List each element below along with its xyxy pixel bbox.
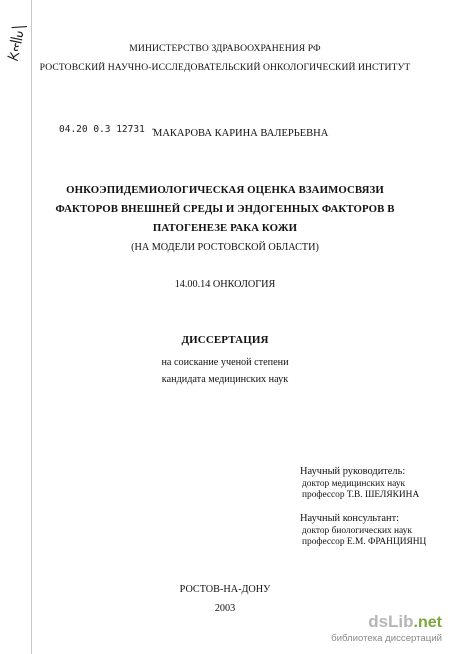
consultant-block: [300, 513, 426, 547]
watermark-brand-part2: .net: [413, 614, 442, 631]
watermark-tagline: библиотека диссертаций: [331, 633, 442, 644]
institute-line: РОСТОВСКИЙ НАУЧНО-ИССЛЕДОВАТЕЛЬСКИЙ ОНКОЛОГИЧЕСКИЙ ИНСТИТУТ: [39, 62, 411, 73]
year: 2003: [214, 603, 236, 614]
watermark-brand-part1: dsLib: [368, 612, 414, 631]
consultant-label: Научный консультант:: [300, 513, 399, 524]
scan-margin-line: [31, 0, 32, 654]
degree-line-1: на соискание ученой степени: [161, 357, 289, 368]
title-line-2: ФАКТОРОВ ВНЕШНЕЙ СРЕДЫ И ЭНДОГЕННЫХ ФАКТОРОВ В: [55, 203, 395, 215]
author-name: МАКАРОВА КАРИНА ВАЛЕРЬЕВНА: [153, 128, 329, 139]
dissertation-heading: ДИССЕРТАЦИЯ: [181, 334, 269, 346]
dslib-watermark: [331, 614, 442, 644]
registration-stamp: 04.20 0.3 12731 -: [59, 124, 157, 135]
ministry-line: МИНИСТЕРСТВО ЗДРАВООХРАНЕНИЯ РФ: [129, 43, 321, 54]
specialty-code: 14.00.14 ОНКОЛОГИЯ: [174, 279, 276, 290]
degree-line-2: кандидата медицинских наук: [161, 374, 289, 385]
consultant-name: профессор Е.М. ФРАНЦИЯНЦ: [302, 537, 427, 547]
handwriting-icon: [3, 16, 32, 63]
title-subtitle: (НА МОДЕЛИ РОСТОВСКОЙ ОБЛАСТИ): [131, 242, 319, 253]
title-line-1: ОНКОЭПИДЕМИОЛОГИЧЕСКАЯ ОЦЕНКА ВЗАИМОСВЯЗИ: [66, 184, 384, 196]
watermark-logo: [331, 614, 442, 631]
supervisor-block: [300, 466, 419, 500]
supervisor-degree: доктор медицинских наук: [302, 479, 406, 489]
city: РОСТОВ-НА-ДОНУ: [179, 584, 271, 595]
supervisor-label: Научный руководитель:: [300, 466, 406, 477]
title-line-3: ПАТОГЕНЕЗЕ РАКА КОЖИ: [152, 222, 298, 234]
consultant-degree: доктор биологических наук: [302, 526, 412, 536]
supervisor-name: профессор Т.В. ШЕЛЯКИНА: [302, 490, 420, 500]
